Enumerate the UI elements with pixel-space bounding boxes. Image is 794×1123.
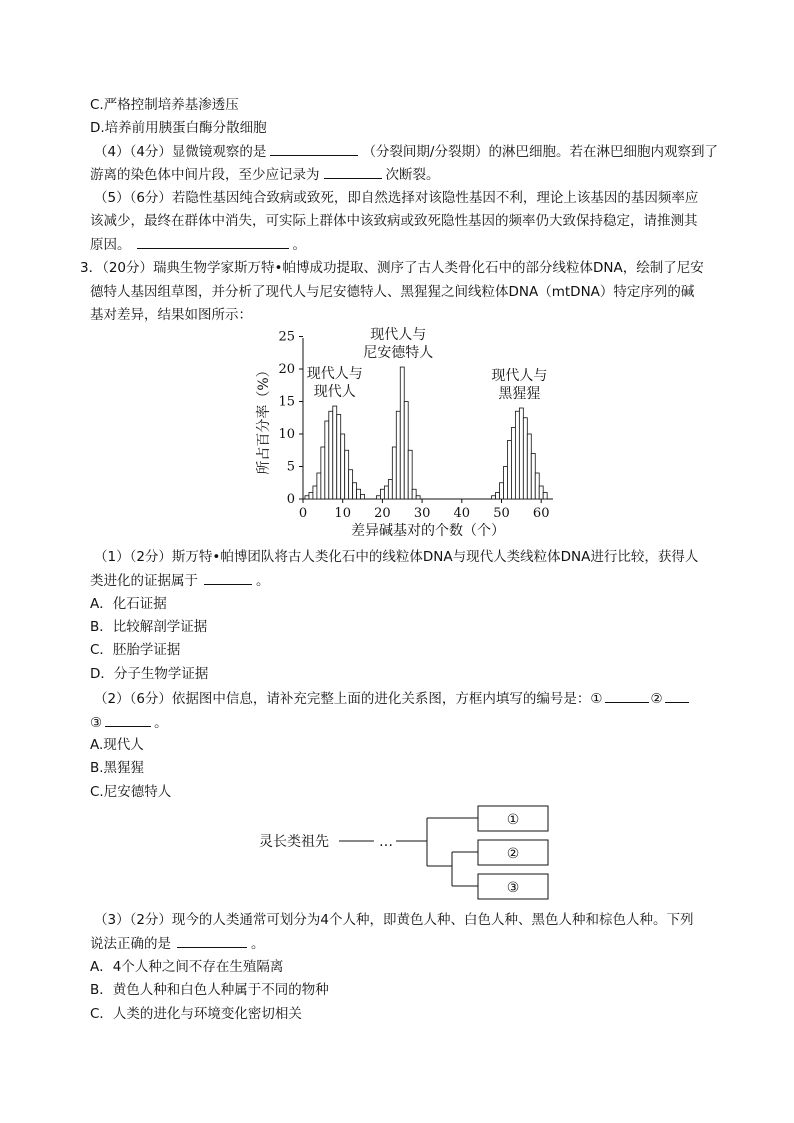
option-d: D．分子生物学证据 bbox=[90, 666, 209, 682]
histogram-bar bbox=[341, 434, 345, 499]
q3-line2: 德特人基因组草图，并分析了现代人与尼安德特人、黑猩猩之间线粒体DNA（mtDNA）特定序列的碱 bbox=[90, 284, 695, 300]
histogram-bar bbox=[511, 428, 515, 500]
q3-2-line2: ③ 。 bbox=[90, 712, 168, 733]
tree-root-label: 灵长类祖先 bbox=[259, 834, 329, 850]
histogram-bar bbox=[412, 489, 416, 499]
answer-blank[interactable] bbox=[177, 933, 247, 948]
histogram-bar bbox=[337, 415, 341, 500]
histogram-bar bbox=[313, 486, 317, 499]
histogram-bar bbox=[503, 467, 507, 500]
answer-blank[interactable] bbox=[665, 688, 689, 703]
histogram-bar bbox=[492, 496, 496, 499]
q3-line3: 基对差异，结果如图所示： bbox=[90, 307, 252, 323]
histogram-bar bbox=[388, 480, 392, 500]
x-tick-label: 60 bbox=[532, 506, 550, 521]
histogram-bar bbox=[400, 367, 404, 499]
answer-blank[interactable] bbox=[324, 164, 382, 179]
group-label-line2: 黑猩猩 bbox=[498, 386, 541, 402]
histogram-bar bbox=[531, 454, 535, 500]
y-tick-label: 10 bbox=[278, 427, 295, 442]
histogram-bar bbox=[305, 496, 309, 499]
histogram-bar bbox=[496, 493, 500, 500]
option-b: B．比较解剖学证据 bbox=[90, 619, 208, 635]
histogram-bar bbox=[357, 489, 361, 499]
evolution-tree-diagram bbox=[255, 800, 555, 902]
tree-ellipsis: … bbox=[379, 834, 393, 850]
option-a: A．4个人种之间不存在生殖隔离 bbox=[90, 959, 284, 975]
histogram-bar bbox=[527, 434, 531, 499]
y-tick-label: 20 bbox=[278, 362, 295, 377]
histogram-bar bbox=[500, 483, 504, 499]
histogram-bar bbox=[543, 493, 547, 500]
option-b: B.黑猩猩 bbox=[90, 760, 145, 776]
x-tick-label: 30 bbox=[413, 506, 431, 521]
tree-box-1-label: ① bbox=[506, 812, 520, 828]
option-d: D.培养前用胰蛋白酶分散细胞 bbox=[90, 120, 267, 136]
q2-5-line1: （5）（6分）若隐性基因纯合致病或致死，即自然选择对该隐性基因不利，理论上该基因的基因频率应 bbox=[94, 190, 699, 206]
option-c: C.严格控制培养基渗透压 bbox=[90, 97, 239, 113]
x-tick-label: 0 bbox=[298, 506, 308, 521]
histogram-bar bbox=[353, 483, 357, 499]
answer-blank[interactable] bbox=[605, 688, 649, 703]
tree-box-2-label: ② bbox=[506, 846, 520, 862]
group-label-line2: 现代人 bbox=[313, 384, 356, 401]
histogram-bar bbox=[535, 473, 539, 499]
histogram-bar bbox=[345, 450, 349, 499]
histogram-bar bbox=[404, 402, 408, 500]
y-tick-label: 5 bbox=[286, 459, 295, 475]
answer-blank[interactable] bbox=[204, 570, 252, 585]
q2-4-line2: 游离的染色体中间片段，至少应记录为 次断裂。 bbox=[90, 164, 440, 185]
histogram-bar bbox=[361, 494, 365, 499]
y-tick-label: 25 bbox=[278, 329, 295, 345]
histogram-bar bbox=[384, 486, 388, 499]
x-tick-label: 10 bbox=[334, 506, 351, 521]
y-axis-label: 所占百分率（%） bbox=[256, 363, 272, 475]
answer-blank[interactable] bbox=[137, 234, 289, 249]
option-b: B．黄色人种和白色人种属于不同的物种 bbox=[90, 982, 329, 998]
histogram-bar bbox=[539, 486, 543, 499]
histogram-bar bbox=[321, 447, 325, 499]
answer-blank[interactable] bbox=[270, 141, 358, 156]
group-label-line2: 尼安德特人 bbox=[363, 345, 434, 362]
histogram-bar bbox=[333, 406, 337, 499]
tree-box-3-label: ③ bbox=[506, 880, 520, 896]
q3-2-line1: （2）（6分）依据图中信息，请补充完整上面的进化关系图，方框内填写的编号是：① ② bbox=[94, 688, 691, 709]
histogram-bar bbox=[408, 450, 412, 499]
histogram-bar bbox=[309, 493, 313, 500]
group-label-line1: 现代人与 bbox=[306, 366, 363, 383]
histogram-bar bbox=[507, 441, 511, 500]
histogram-bar bbox=[349, 470, 353, 499]
histogram-bar bbox=[325, 421, 329, 499]
y-tick-label: 15 bbox=[278, 394, 295, 410]
option-a: A.现代人 bbox=[90, 737, 144, 753]
q3-3-line1: （3）（2分）现今的人类通常可划分为4个人种，即黄色人种、白色人种、黑色人种和棕色人种。下列 bbox=[94, 912, 694, 928]
q3-3-line2: 说法正确的是 。 bbox=[90, 933, 265, 954]
histogram-bar bbox=[515, 411, 519, 499]
histogram-bar bbox=[519, 408, 523, 499]
option-c: C．人类的进化与环境变化密切相关 bbox=[90, 1006, 302, 1022]
option-a: A．化石证据 bbox=[90, 596, 167, 612]
histogram-bar bbox=[523, 418, 527, 499]
group-label-line1: 现代人与 bbox=[491, 368, 548, 384]
histogram-chart bbox=[250, 325, 560, 543]
option-c: C．胚胎学证据 bbox=[90, 642, 181, 658]
histogram-bar bbox=[376, 496, 380, 499]
answer-blank[interactable] bbox=[105, 712, 151, 727]
q3-1-line1: （1）（2分）斯万特•帕博团队将古人类化石中的线粒体DNA与现代人类线粒体DNA进行比较，获得人 bbox=[94, 549, 699, 565]
group-label-line1: 现代人与 bbox=[370, 327, 427, 344]
q3-line1: 3．（20分）瑞典生物学家斯万特•帕博成功提取、测序了古人类骨化石中的部分线粒体DNA，绘制了尼安 bbox=[80, 260, 704, 276]
histogram-bar bbox=[329, 411, 333, 499]
q2-5-line3: 原因。 。 bbox=[90, 234, 306, 255]
x-tick-label: 40 bbox=[453, 506, 471, 521]
x-tick-label: 50 bbox=[493, 506, 510, 521]
q2-5-line2: 该减少，最终在群体中消失，可实际上群体中该致病或致死隐性基因的频率仍大致保持稳定，请推测其 bbox=[90, 213, 698, 229]
y-tick-label: 0 bbox=[286, 492, 295, 507]
histogram-bar bbox=[416, 496, 420, 499]
x-tick-label: 20 bbox=[374, 506, 391, 521]
histogram-bar bbox=[380, 489, 384, 499]
x-axis-label: 差异碱基对的个数（个） bbox=[351, 523, 505, 539]
q2-4-line1: （4）（4分）显微镜观察的是 （分裂间期/分裂期）的淋巴细胞。若在淋巴细胞内观察到了 bbox=[94, 141, 718, 162]
q3-1-line2: 类进化的证据属于 。 bbox=[90, 570, 270, 591]
histogram-bar bbox=[396, 411, 400, 499]
option-c: C.尼安德特人 bbox=[90, 784, 172, 800]
histogram-bar bbox=[392, 447, 396, 499]
histogram-bar bbox=[317, 473, 321, 499]
